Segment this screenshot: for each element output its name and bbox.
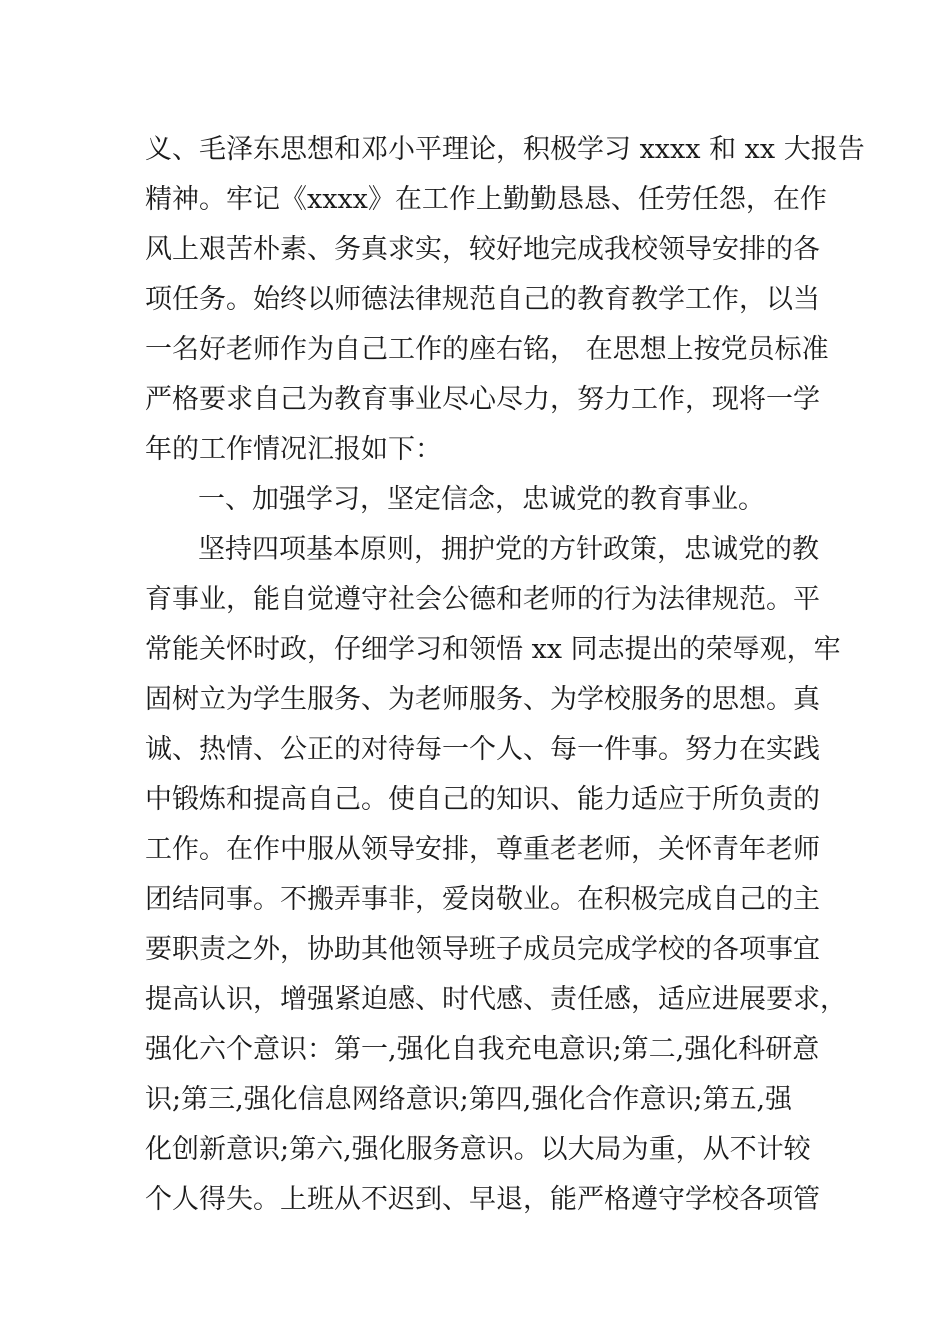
text-line: 精神。牢记《xxxx》在工作上勤勤恳恳、任劳任怨，在作 — [145, 184, 827, 215]
text-line: 项任务。始终以师德法律规范自己的教育教学工作，以当 — [145, 284, 820, 315]
text-line: 强化六个意识：第一,强化自我充电意识;第二,强化科研意 — [145, 1034, 820, 1065]
text-line: 团结同事。不搬弄事非，爱岗敬业。在积极完成自己的主 — [145, 884, 820, 915]
text-line: 严格要求自己为教育事业尽心尽力，努力工作，现将一学 — [145, 384, 820, 415]
text-line: 育事业，能自觉遵守社会公德和老师的行为法律规范。平 — [145, 584, 820, 615]
text-line: 要职责之外，协助其他领导班子成员完成学校的各项事宜 — [145, 934, 820, 965]
text-line: 识;第三,强化信息网络意识;第四,强化合作意识;第五,强 — [145, 1084, 793, 1115]
text-line: 风上艰苦朴素、务真求实，较好地完成我校领导安排的各 — [145, 234, 820, 265]
text-line: 化创新意识;第六,强化服务意识。以大局为重，从不计较 — [145, 1134, 811, 1165]
text-line: 常能关怀时政，仔细学习和领悟 xx 同志提出的荣辱观，牢 — [145, 634, 841, 665]
text-line: 中锻炼和提高自己。使自己的知识、能力适应于所负责的 — [145, 784, 820, 815]
text-line: 固树立为学生服务、为老师服务、为学校服务的思想。真 — [145, 684, 820, 715]
text-line: 诚、热情、公正的对待每一个人、每一件事。努力在实践 — [145, 734, 820, 765]
text-line: 工作。在作中服从领导安排，尊重老老师，关怀青年老师 — [145, 834, 820, 865]
text-line: 年的工作情况汇报如下： — [145, 434, 442, 465]
text-line: 义、毛泽东思想和邓小平理论，积极学习 xxxx 和 xx 大报告 — [145, 134, 865, 165]
text-line: 坚持四项基本原则，拥护党的方针政策，忠诚党的教 — [198, 534, 819, 565]
text-line: 一名好老师作为自己工作的座右铭， 在思想上按党员标准 — [145, 334, 829, 365]
section-heading: 一、加强学习，坚定信念，忠诚党的教育事业。 — [198, 484, 765, 515]
text-line: 提高认识，增强紧迫感、时代感、责任感，适应进展要求， — [145, 984, 847, 1015]
text-line: 个人得失。上班从不迟到、早退，能严格遵守学校各项管 — [145, 1184, 820, 1215]
